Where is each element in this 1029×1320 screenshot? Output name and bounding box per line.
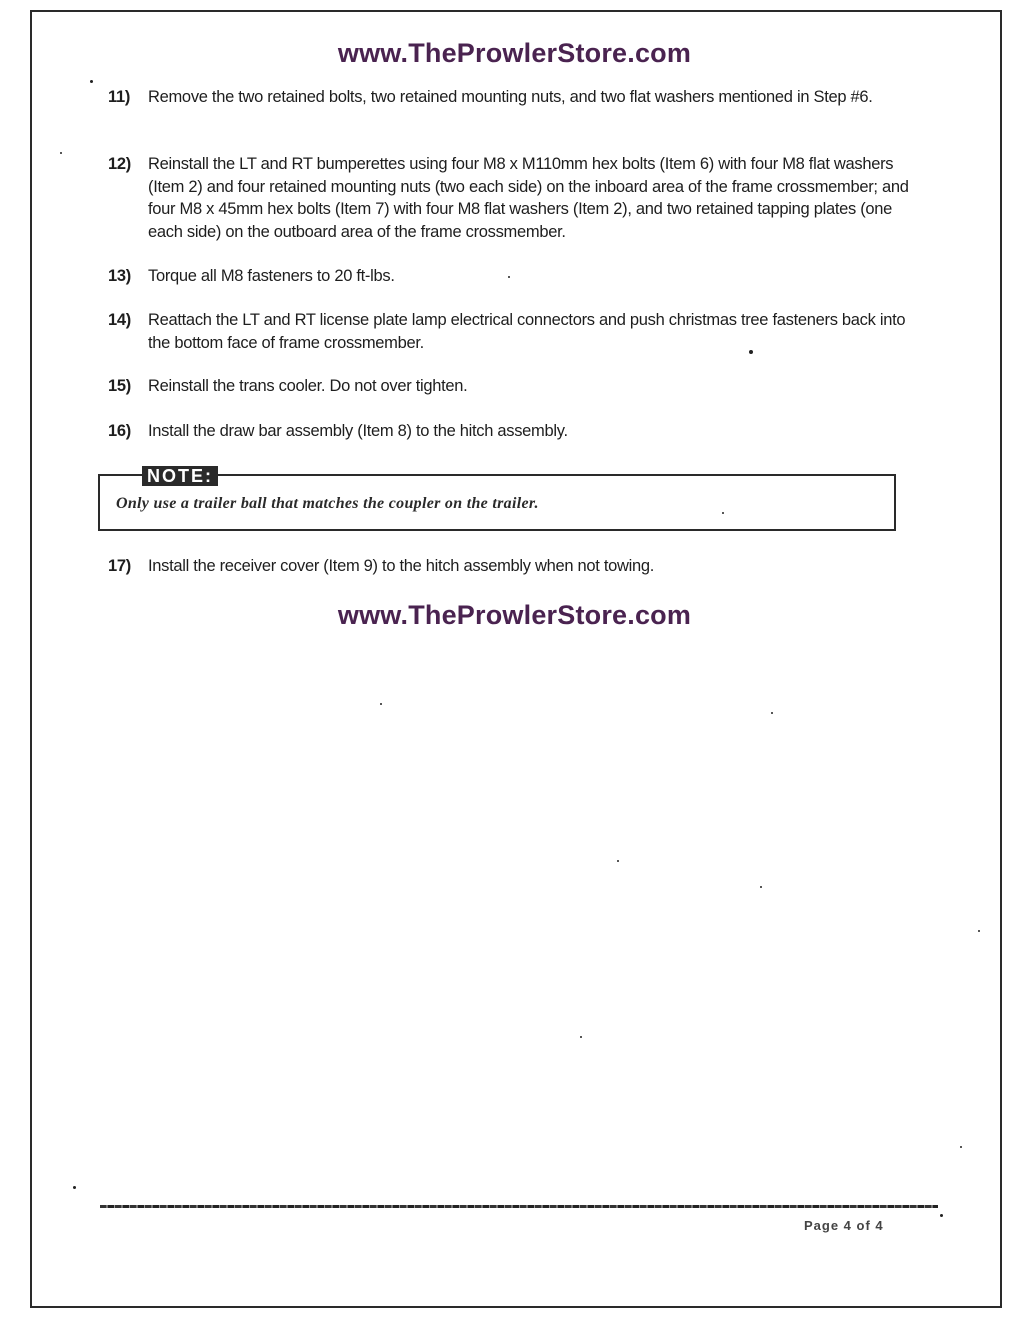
step-number: 17) bbox=[108, 557, 131, 575]
step-17 bbox=[108, 555, 918, 578]
step-text: Install the receiver cover (Item 9) to the hitch assembly when not towing. bbox=[148, 557, 655, 575]
scan-speck bbox=[90, 80, 93, 83]
step-text: Torque all M8 fasteners to 20 ft-lbs. bbox=[148, 267, 395, 285]
scan-speck bbox=[722, 512, 724, 514]
scan-speck bbox=[617, 860, 619, 862]
scan-speck bbox=[73, 1186, 76, 1189]
step-13 bbox=[108, 265, 918, 288]
step-11 bbox=[108, 86, 918, 109]
note-text: Only use a trailer ball that matches the coupler on the trailer. bbox=[116, 495, 539, 512]
scan-speck bbox=[760, 886, 762, 888]
step-number: 12) bbox=[108, 155, 131, 173]
header-website-url[interactable]: www.TheProwlerStore.com bbox=[337, 38, 692, 68]
step-number: 11) bbox=[108, 88, 131, 106]
scan-speck bbox=[508, 276, 510, 278]
step-text: Reinstall the trans cooler. Do not over tighten. bbox=[148, 377, 468, 395]
step-text: Reattach the LT and RT license plate lamp electrical connectors and push christmas tree fasteners back into the bottom face of frame crossmember. bbox=[148, 311, 906, 352]
step-12 bbox=[108, 153, 918, 243]
step-number: 15) bbox=[108, 377, 131, 395]
scan-speck bbox=[978, 930, 980, 932]
step-number: 13) bbox=[108, 267, 131, 285]
footer-website-url[interactable]: www.TheProwlerStore.com bbox=[337, 600, 692, 630]
note-label: NOTE: bbox=[142, 466, 218, 486]
footer-divider bbox=[100, 1205, 938, 1208]
step-number: 16) bbox=[108, 422, 131, 440]
step-15 bbox=[108, 375, 918, 398]
step-number: 14) bbox=[108, 311, 131, 329]
step-14 bbox=[108, 309, 918, 354]
scan-speck bbox=[960, 1146, 962, 1148]
step-16 bbox=[108, 420, 918, 443]
scan-speck bbox=[771, 712, 773, 714]
scan-speck bbox=[749, 350, 753, 354]
step-text: Install the draw bar assembly (Item 8) to the hitch assembly. bbox=[148, 422, 568, 440]
scan-speck bbox=[380, 703, 382, 705]
step-text: Reinstall the LT and RT bumperettes using four M8 x M110mm hex bolts (Item 6) with four M8 flat washers (Item 2) and four retained mounting nuts (two each side) on the inboard area of the frame crossmember; and four M8 x 45mm hex bolts (Item 7) with four M8 flat washers (Item 2), and two retained tapping plates (one each side) on the outboard area of the frame crossmember. bbox=[148, 155, 909, 241]
scan-speck bbox=[60, 152, 62, 154]
page-number: Page 4 of 4 bbox=[804, 1218, 884, 1233]
scan-speck bbox=[580, 1036, 582, 1038]
step-text: Remove the two retained bolts, two retained mounting nuts, and two flat washers mentioned in Step #6. bbox=[148, 88, 873, 106]
scan-speck bbox=[940, 1214, 943, 1217]
